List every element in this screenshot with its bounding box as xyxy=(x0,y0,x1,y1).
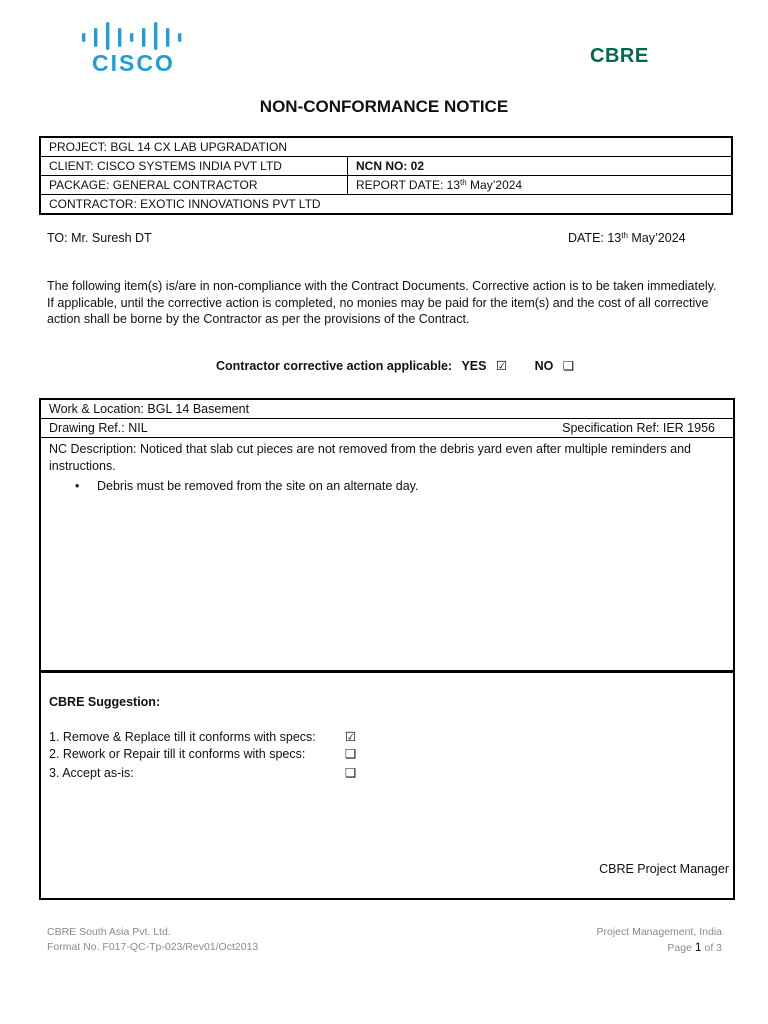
option-accept-as-is-unchecked-icon: ❑ xyxy=(345,766,357,780)
project-info-table xyxy=(39,136,733,215)
ncn-no-cell: NCN NO: 02 xyxy=(348,157,733,176)
corrective-action-line xyxy=(216,358,580,373)
work-location: Work & Location: BGL 14 Basement xyxy=(49,402,250,416)
drawing-ref-row xyxy=(41,419,733,438)
page-title: NON-CONFORMANCE NOTICE xyxy=(259,97,509,116)
footer-right xyxy=(597,925,723,956)
nc-description: NC Description: Noticed that slab cut pieces are not removed from the debris yard even after multiple reminders and instructions. xyxy=(49,442,691,473)
drawing-ref: Drawing Ref.: NIL xyxy=(49,421,148,435)
footer-format-no: Format No. F017-QC-Tp-023/Rev01/Oct2013 xyxy=(47,941,259,953)
project-cell: PROJECT: BGL 14 CX LAB UPGRADATION xyxy=(40,137,732,157)
signature-label: CBRE Project Manager xyxy=(599,862,729,876)
corrective-action-label: Contractor corrective action applicable: xyxy=(216,359,453,373)
package-cell: PACKAGE: GENERAL CONTRACTOR xyxy=(40,176,348,195)
option-rework-repair: 2. Rework or Repair till it conforms with specs: xyxy=(49,747,306,761)
option-accept-as-is: 3. Accept as-is: xyxy=(49,766,134,780)
footer-dept: Project Management, India xyxy=(596,926,722,938)
cbre-logo: CBRE xyxy=(590,45,649,67)
date-line: DATE: 13th May’2024 xyxy=(568,231,686,245)
footer-company: CBRE South Asia Pvt. Ltd. xyxy=(47,926,171,938)
nc-bullet-item: • Debris must be removed from the site on an alternate day. xyxy=(75,479,419,493)
work-location-row xyxy=(41,400,733,419)
yes-label: YES xyxy=(461,359,487,373)
option-rework-repair-unchecked-icon: ❑ xyxy=(345,747,357,761)
option-remove-replace: 1. Remove & Replace till it conforms with specs: xyxy=(49,730,316,744)
cbre-suggestion-box xyxy=(39,670,735,900)
option-remove-replace-checked-icon: ☑ xyxy=(345,730,357,744)
bullet-icon: • xyxy=(75,479,80,493)
specification-ref: Specification Ref: IER 1956 xyxy=(562,421,715,435)
client-cell: CLIENT: CISCO SYSTEMS INDIA PVT LTD xyxy=(40,157,348,176)
report-date-cell: REPORT DATE: 13th May’2024 xyxy=(348,176,733,195)
yes-checked-icon: ☑ xyxy=(495,359,508,373)
no-unchecked-icon: ❑ xyxy=(562,359,575,373)
footer-left xyxy=(47,925,258,955)
suggestion-title: CBRE Suggestion: xyxy=(49,695,161,709)
page-number: Page 1 of 3 xyxy=(667,940,722,954)
compliance-paragraph: The following item(s) is/are in non-compliance with the Contract Documents. Corrective action is to be taken immediately. If applicable, until the corrective action is completed, no monies may be paid for the item(s) and the cost of all corrective action shall be borne by the Contractor as per the provisions of the Contract. xyxy=(47,279,717,326)
nc-details-box xyxy=(39,398,735,673)
to-line: TO: Mr. Suresh DT xyxy=(47,231,152,245)
cisco-wordmark: CISCO xyxy=(92,50,175,76)
cisco-logo-bars-icon xyxy=(82,22,186,50)
contractor-cell: CONTRACTOR: EXOTIC INNOVATIONS PVT LTD xyxy=(40,195,732,215)
no-label: NO xyxy=(534,359,554,373)
